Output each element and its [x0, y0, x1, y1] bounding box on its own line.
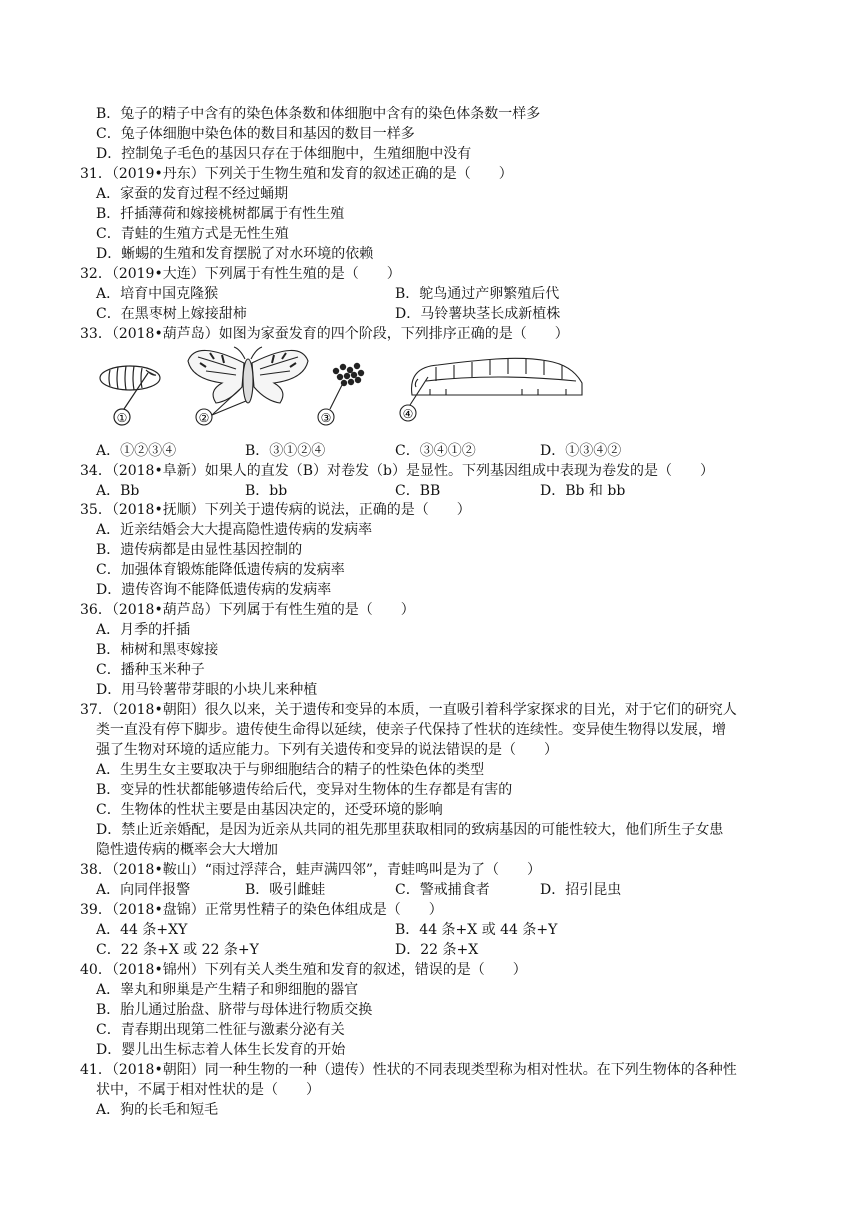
q33-stem: 33．（2018•葫芦岛）如图为家蚕发育的四个阶段，下列排序正确的是（ ） — [80, 326, 569, 342]
q38-stem: 38．（2018•鞍山）“雨过浮萍合，蛙声满四邻”，青蛙鸣叫是为了（ ） — [80, 862, 542, 878]
q32-option-c: C．在黑枣树上嫁接甜柿 — [96, 306, 247, 322]
q37-option-d-line-1: D．禁止近亲婚配，是因为近亲从共同的祖先那里获取相同的致病基因的可能性较大，他们所生子女患 — [96, 822, 724, 838]
q40-option-a: A．睾丸和卵巢是产生精子和卵细胞的器官 — [96, 982, 359, 998]
q30-option-d: D．控制兔子毛色的基因只存在于体细胞中，生殖细胞中没有 — [96, 146, 472, 162]
q38-option-d: D．招引昆虫 — [540, 882, 622, 898]
q40-option-b: B．胎儿通过胎盘、脐带与母体进行物质交换 — [96, 1002, 373, 1018]
q33-option-b: B．③①②④ — [245, 443, 326, 459]
q36-option-b: B．柿树和黑枣嫁接 — [96, 642, 219, 658]
q32-option-b: B．鸵鸟通过产卵繁殖后代 — [395, 286, 560, 302]
q36-stem: 36．（2018•葫芦岛）下列属于有性生殖的是（ ） — [80, 602, 415, 618]
q40-stem: 40．（2018•锦州）下列有关人类生殖和发育的叙述，错误的是（ ） — [80, 962, 527, 978]
q33-option-d: D．①③④② — [540, 443, 622, 459]
figure-label-2: ② — [198, 411, 210, 425]
q35-option-d: D．遗传咨询不能降低遗传病的发病率 — [96, 582, 332, 598]
q34-option-a: A．Bb — [96, 483, 140, 499]
q35-option-c: C．加强体育锻炼能降低遗传病的发病率 — [96, 562, 345, 578]
q32-option-d: D．马铃薯块茎长成新植株 — [395, 306, 561, 322]
q35-option-a: A．近亲结婚会大大提高隐性遗传病的发病率 — [96, 522, 373, 538]
q39-option-c: C．22 条+X 或 22 条+Y — [96, 942, 259, 958]
q38-option-b: B．吸引雌蛙 — [245, 882, 326, 898]
q31-option-c: C．青蛙的生殖方式是无性生殖 — [96, 226, 289, 242]
q39-option-d: D．22 条+X — [395, 942, 479, 958]
q36-option-c: C．播种玉米种子 — [96, 662, 205, 678]
silkworm-stages-figure — [96, 343, 696, 435]
figure-label-1: ① — [116, 411, 128, 425]
larva-illustration — [400, 358, 582, 421]
figure-label-4: ④ — [402, 407, 414, 421]
q38-option-a: A．向同伴报警 — [96, 882, 191, 898]
q33-option-c: C．③④①② — [395, 443, 476, 459]
figure-label-3: ③ — [320, 411, 332, 425]
q31-stem: 31．（2019•丹东）下列关于生物生殖和发育的叙述正确的是（ ） — [80, 166, 513, 182]
q33-option-a: A．①②③④ — [96, 443, 177, 459]
q37-option-c: C．生物体的性状主要是由基因决定的，还受环境的影响 — [96, 802, 443, 818]
q41-stem-line-2: 状中，不属于相对性状的是（ ） — [96, 1082, 320, 1098]
q40-option-d: D．婴儿出生标志着人体生长发育的开始 — [96, 1042, 346, 1058]
q35-option-b: B．遗传病都是由显性基因控制的 — [96, 542, 303, 558]
q37-stem-line-1: 37．（2018•朝阳）很久以来，关于遗传和变异的本质，一直吸引着科学家探求的目光，对于它们的研究人 — [80, 702, 737, 718]
eggs-illustration — [333, 363, 364, 386]
q30-option-b: B．兔子的精子中含有的染色体条数和体细胞中含有的染色体条数一样多 — [96, 106, 541, 122]
q39-option-a: A．44 条+XY — [96, 922, 188, 938]
q40-option-c: C．青春期出现第二性征与激素分泌有关 — [96, 1022, 345, 1038]
q39-option-b: B．44 条+X 或 44 条+Y — [395, 922, 558, 938]
pupa-illustration — [100, 366, 160, 425]
q37-stem-line-3: 强了生物对环境的适应能力。下列有关遗传和变异的说法错误的是（ ） — [96, 742, 558, 758]
q34-option-c: C．BB — [395, 483, 441, 499]
q32-stem: 32．（2019•大连）下列属于有性生殖的是（ ） — [80, 266, 401, 282]
q38-option-c: C．警戒捕食者 — [395, 882, 490, 898]
q41-stem-line-1: 41．（2018•朝阳）同一种生物的一种（遗传）性状的不同表现类型称为相对性状。在下列生物体的各种性 — [80, 1062, 737, 1078]
q32-option-a: A．培育中国克隆猴 — [96, 286, 219, 302]
q31-option-d: D．蜥蜴的生殖和发育摆脱了对水环境的依赖 — [96, 246, 374, 262]
q36-option-d: D．用马铃薯带芽眼的小块儿来种植 — [96, 682, 318, 698]
q37-stem-line-2: 类一直没有停下脚步。遗传使生命得以延续，使亲子代保持了性状的连续性。变异使生物得以发展，增 — [96, 722, 726, 738]
q34-option-d: D．Bb 和 bb — [540, 483, 626, 499]
q39-stem: 39．（2018•盘锦）正常男性精子的染色体组成是（ ） — [80, 902, 443, 918]
q36-option-a: A．月季的扦插 — [96, 622, 191, 638]
q30-option-c: C．兔子体细胞中染色体的数目和基因的数目一样多 — [96, 126, 415, 142]
q37-option-b: B．变异的性状都能够遗传给后代，变异对生物体的生存都是有害的 — [96, 782, 513, 798]
q37-option-a: A．生男生女主要取决于与卵细胞结合的精子的性染色体的类型 — [96, 762, 485, 778]
q34-stem: 34．（2018•阜新）如果人的直发（B）对卷发（b）是显性。下列基因组成中表现为卷发的是（ ） — [80, 463, 714, 479]
q37-option-d-line-2: 隐性遗传病的概率会大大增加 — [96, 842, 278, 858]
q35-stem: 35．（2018•抚顺）下列关于遗传病的说法，正确的是（ ） — [80, 502, 471, 518]
q31-option-a: A．家蚕的发育过程不经过蛹期 — [96, 186, 289, 202]
q34-option-b: B．bb — [245, 483, 288, 499]
q31-option-b: B．扦插薄荷和嫁接桃树都属于有性生殖 — [96, 206, 345, 222]
q41-option-a: A．狗的长毛和短毛 — [96, 1102, 219, 1118]
